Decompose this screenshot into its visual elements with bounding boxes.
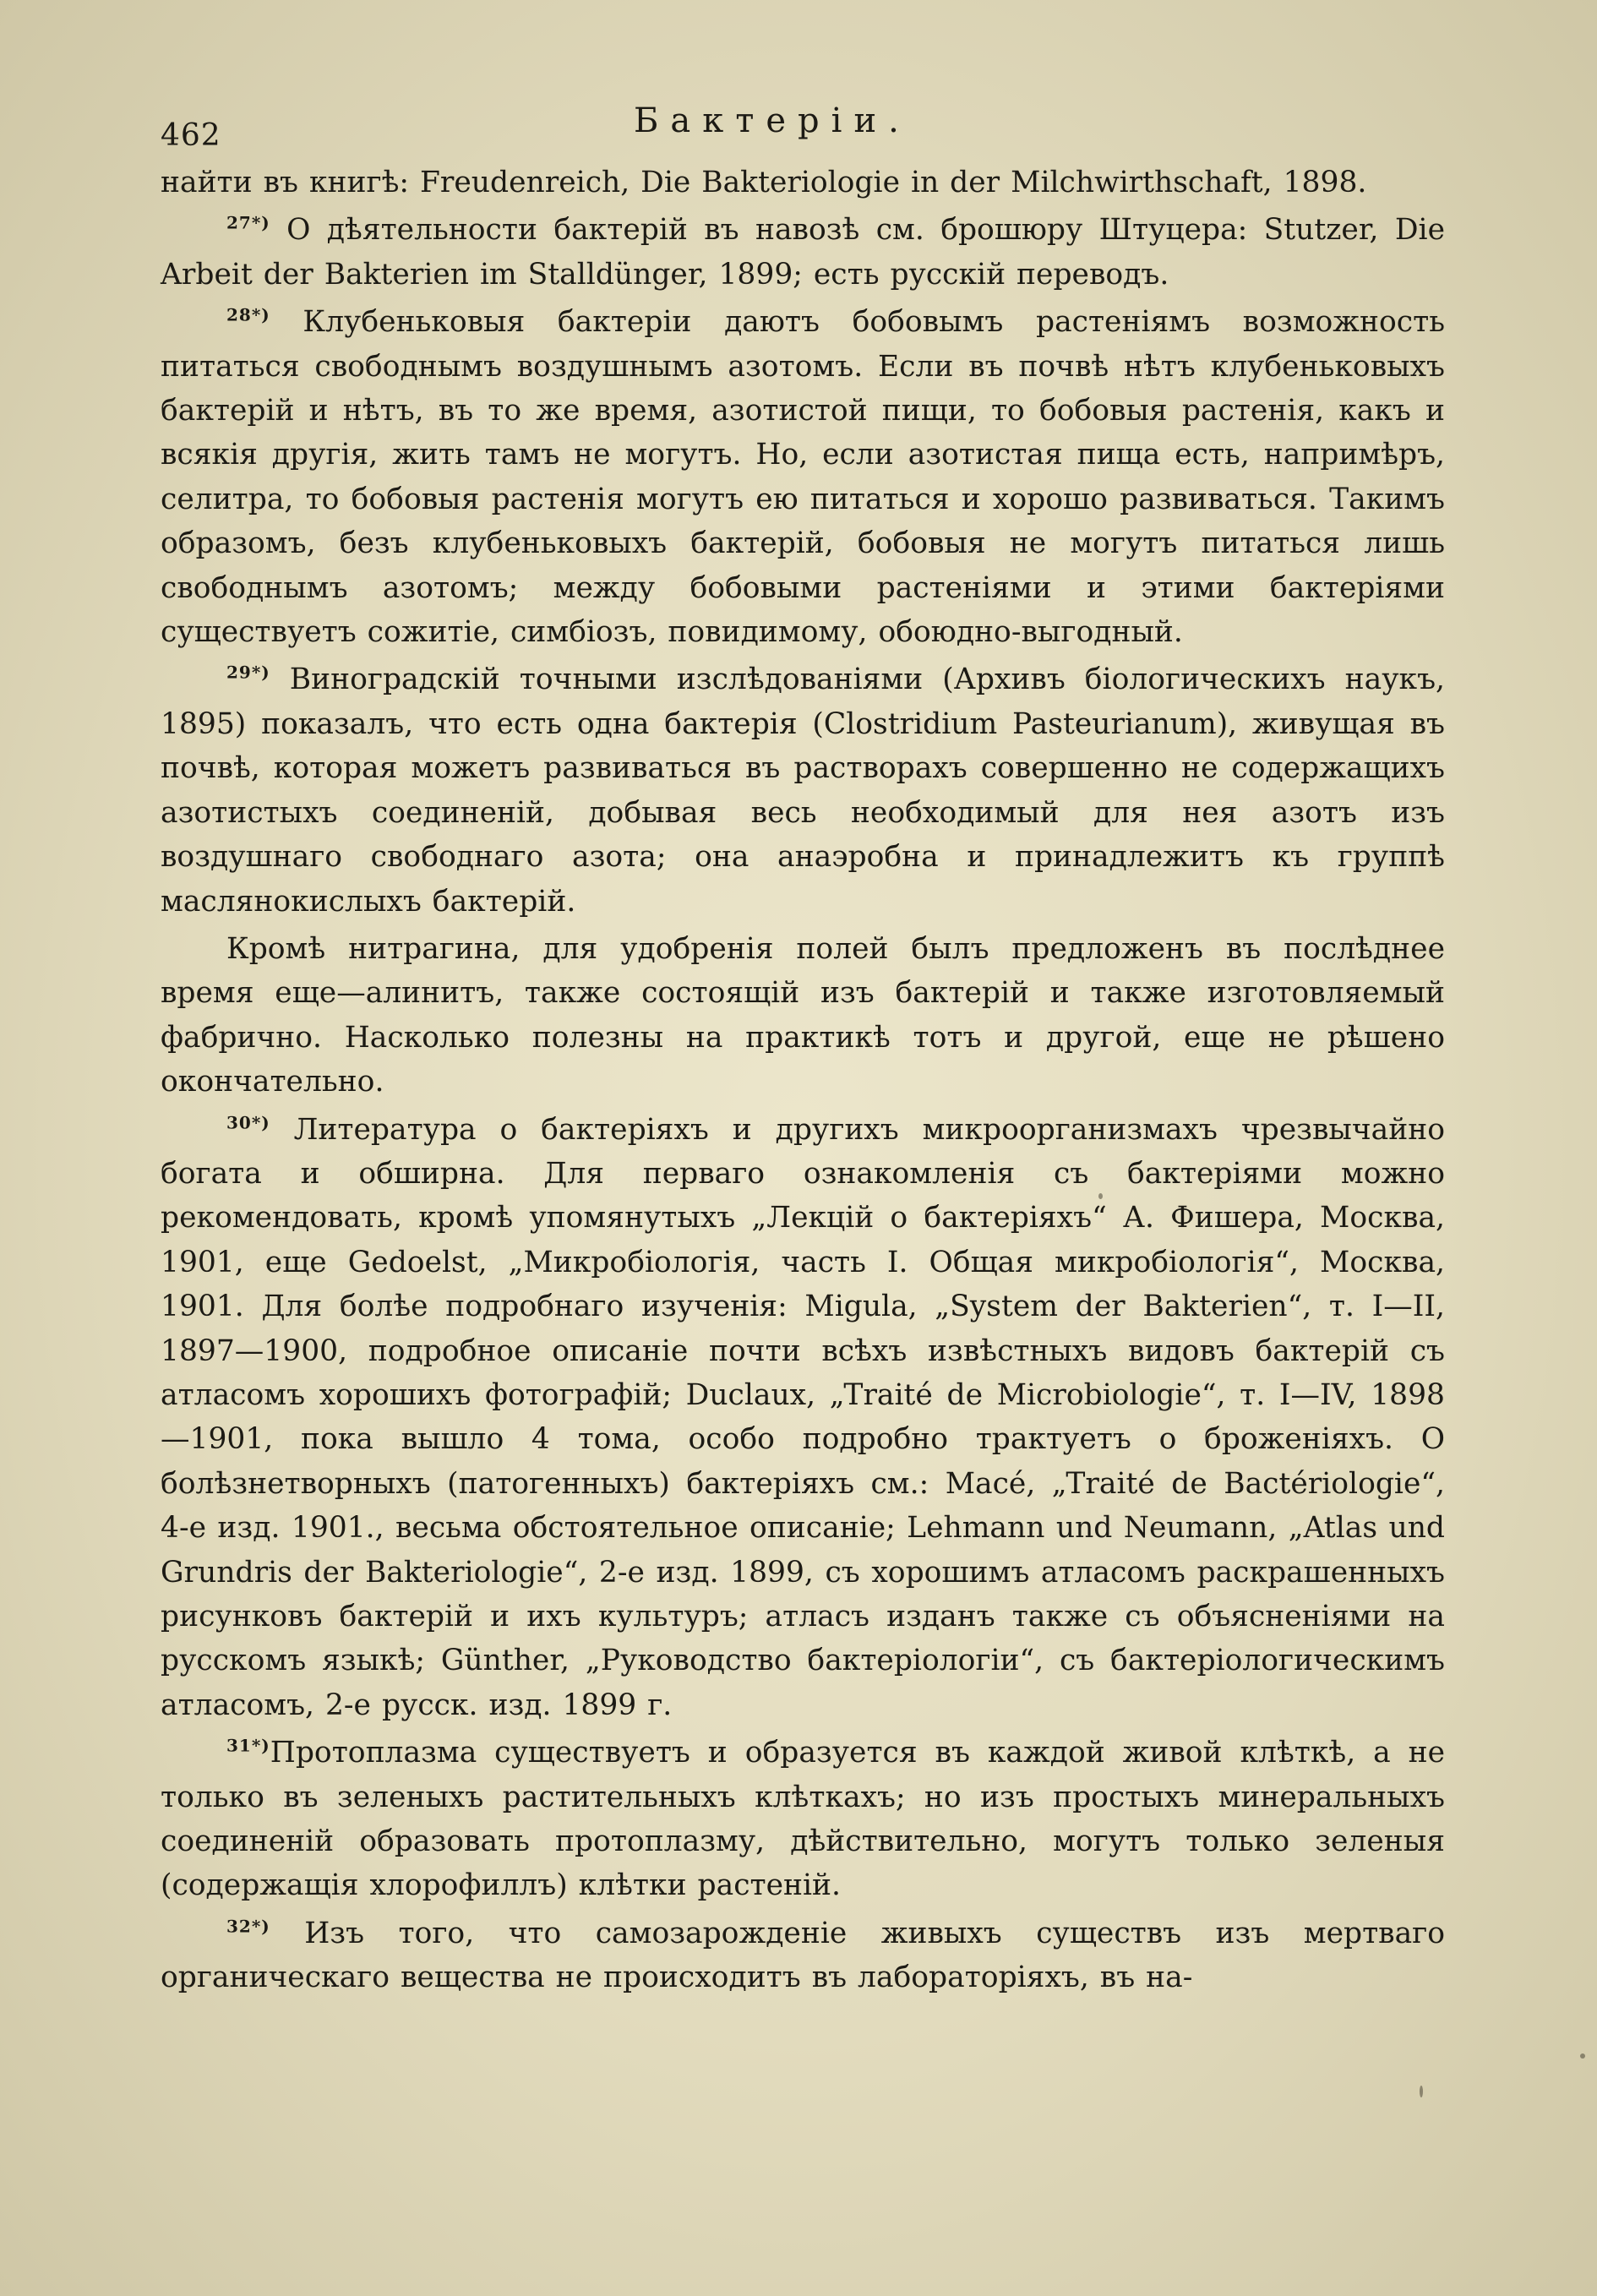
page-header	[161, 93, 1445, 161]
running-title: Бактеріи.	[634, 101, 911, 140]
footnote-text: Литература о бактеріяхъ и другихъ микроорганизмахъ чрезвычайно богата и обширна. Для перваго ознакомленія съ бактеріями можно рекомендовать, кромѣ упомянутыхъ „Лекцій о бактеріяхъ“ А. Фишера, Москва, 1901, еще Gedoelst, „Микробіологія, часть I. Общая микробіологія“, Москва, 1901. Для болѣе подробнаго изученія: Migula, „System der Bakterien“, т. I—II, 1897—1900, подробное описаніе почти всѣхъ извѣстныхъ видовъ бактерій съ атласомъ хорошихъ фотографій; Duclaux, „Traité de Microbiologie“, т. I—IV, 1898—1901, пока вышло 4 тома, особо подробно трактуетъ о броженіяхъ. О болѣзнетворныхъ (патогенныхъ) бактеріяхъ см.: Macé, „Traité de Bactériologie“, 4-е изд. 1901., весьма обстоятельное описаніе; Lehmann und Neumann, „Atlas und Grundris der Bakteriologie“, 2-е изд. 1899, съ хорошимъ атласомъ раскрашенныхъ рисунковъ бактерій и ихъ культуръ; атласъ изданъ также съ объясненіями на русскомъ языкѣ; Günther, „Руководство бактеріологіи“, съ бактеріологическимъ атласомъ, 2-е русск. изд. 1899 г.	[161, 1112, 1445, 1722]
footnote-31	[161, 1731, 1445, 1908]
footnote-text: Клубеньковыя бактеріи даютъ бобовымъ растеніямъ возможность питаться свободнымъ воздушнымъ азотомъ. Если въ почвѣ нѣтъ клубеньковыхъ бактерій и нѣтъ, въ то же время, азотистой пищи, то бобовыя растенія, какъ и всякія другія, жить тамъ не могутъ. Но, если азотистая пища есть, напримѣръ, селитра, то бобовыя растенія могутъ ею питаться и хорошо развиваться. Такимъ образомъ, безъ клубеньковыхъ бактерій, бобовыя не могутъ питаться лишь свободнымъ азотомъ; между бобовыми растеніями и этими бактеріями существуетъ сожитіе, симбіозъ, повидимому, обоюдно-выгодный.	[161, 305, 1445, 650]
footnote-marker: 32*)	[226, 1916, 270, 1937]
ink-speck	[1098, 1193, 1103, 1199]
page-number: 462	[161, 118, 221, 153]
footnote-text: О дѣятельности бактерій въ навозѣ см. брошюру Штуцера: Stutzer, Die Arbeit der Bakterien im Stalldünger, 1899; есть русскій переводъ.	[161, 213, 1445, 292]
ink-speck	[1580, 2053, 1585, 2059]
footnote-marker: 28*)	[226, 304, 270, 325]
paragraph-alinit	[161, 927, 1445, 1104]
footnote-text: Виноградскій точными изслѣдованіями (Архивъ біологическихъ наукъ, 1895) показалъ, что есть одна бактерія (Clostridium Pasteurianum), живущая въ почвѣ, которая можетъ развиваться въ растворахъ совершенно не содержащихъ азотистыхъ соединеній, добывая весь необходимый для нея азотъ изъ воздушнаго свободнаго азота; она анаэробна и принадлежитъ къ группѣ маслянокислыхъ бактерій.	[161, 663, 1445, 919]
ink-speck	[1420, 2086, 1423, 2097]
paragraph-text: найти въ книгѣ: Freudenreich, Die Bakteriologie in der Milchwirthschaft, 1898.	[161, 166, 1367, 199]
footnote-28	[161, 300, 1445, 654]
body-text	[161, 161, 1445, 2000]
paragraph-continuation	[161, 161, 1445, 205]
footnote-text: Протоплазма существуетъ и образуется въ каждой живой клѣткѣ, а не только въ зеленыхъ растительныхъ клѣткахъ; но изъ простыхъ минеральныхъ соединеній образовать протоплазму, дѣйствительно, могутъ только зеленыя (содержащія хлорофиллъ) клѣтки растеній.	[161, 1736, 1445, 1903]
footnote-30	[161, 1108, 1445, 1728]
footnote-marker: 27*)	[226, 212, 270, 233]
footnote-32	[161, 1912, 1445, 2000]
footnote-27	[161, 208, 1445, 297]
footnote-marker: 30*)	[226, 1112, 270, 1133]
footnote-marker: 29*)	[226, 662, 270, 683]
paragraph-text: Кромѣ нитрагина, для удобренія полей былъ предложенъ въ послѣднее время еще—алинитъ, также состоящій изъ бактерій и также изготовляемый фабрично. Насколько полезны на практикѣ тотъ и другой, еще не рѣшено окончательно.	[161, 931, 1445, 1099]
footnote-marker: 31*)	[226, 1735, 270, 1756]
footnote-text: Изъ того, что самозарожденіе живыхъ существъ изъ мертваго органическаго вещества не происходитъ въ лабораторіяхъ, въ на-	[161, 1916, 1445, 1995]
footnote-29	[161, 657, 1445, 923]
